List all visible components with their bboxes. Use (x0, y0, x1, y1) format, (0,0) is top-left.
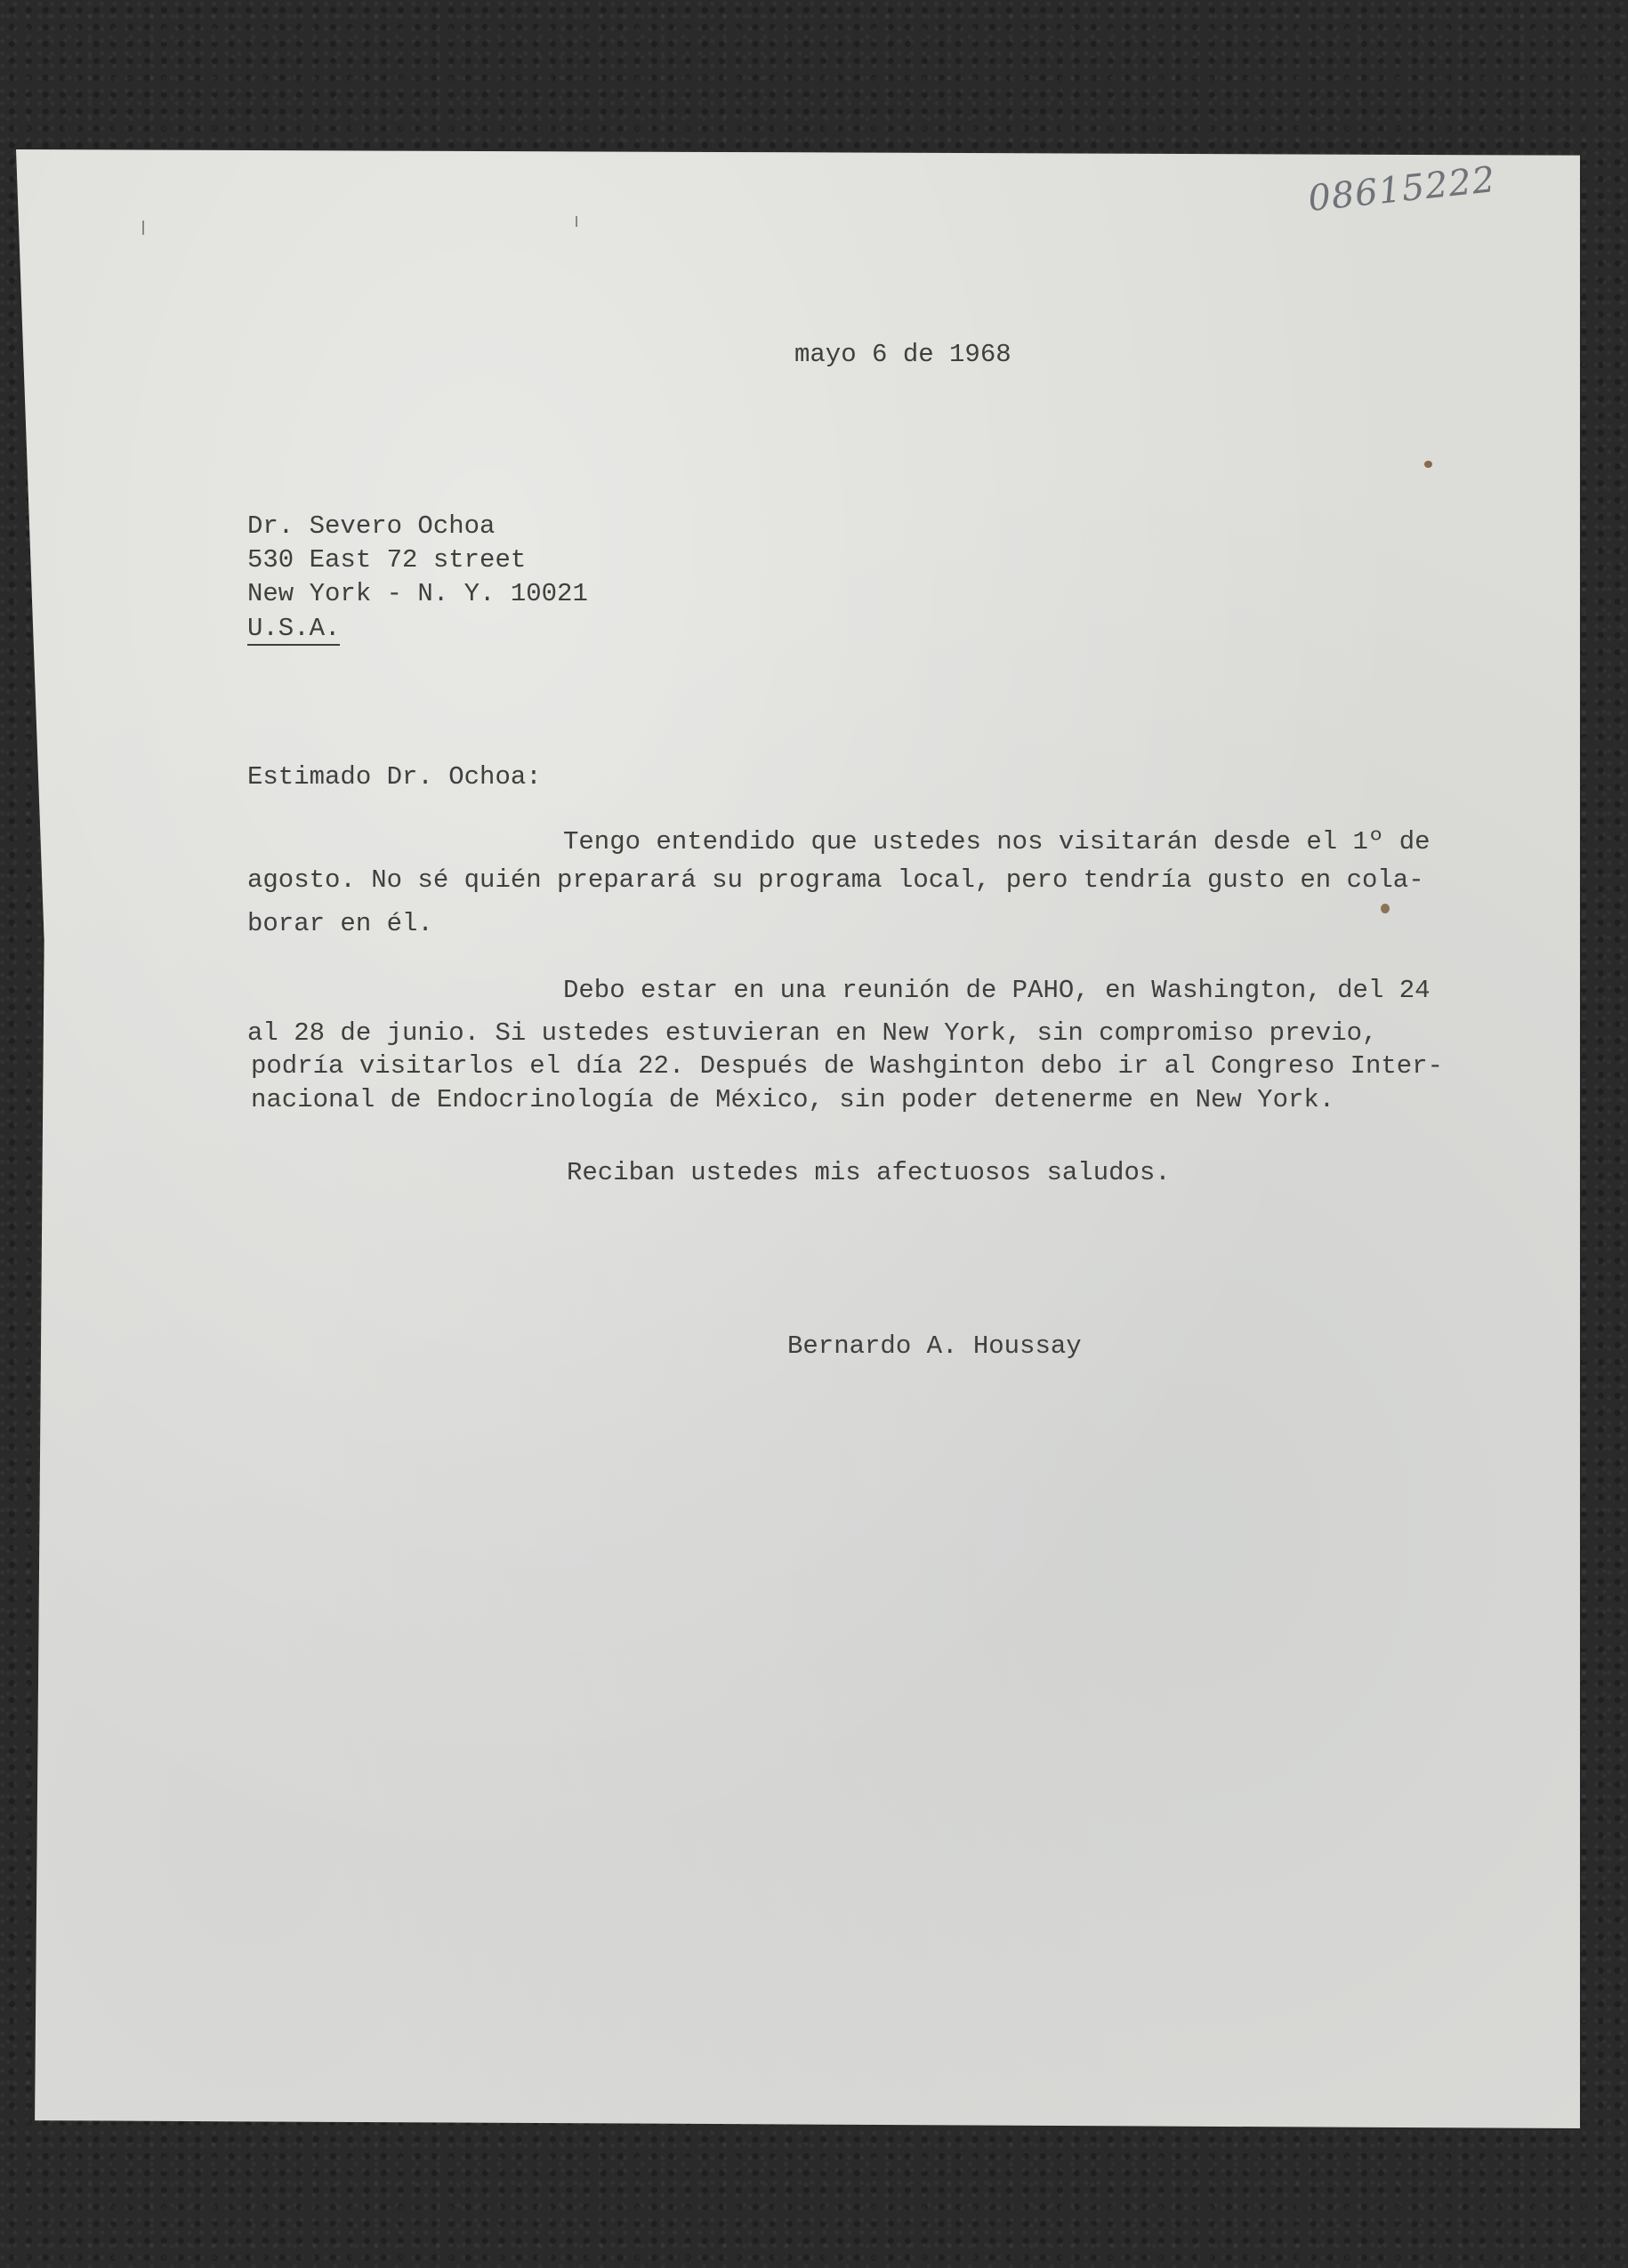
stain-spot (1381, 904, 1390, 913)
stain-spot (1424, 461, 1432, 468)
paper-mark (142, 221, 144, 235)
archive-number-handwritten: 08615222 (1306, 159, 1498, 220)
paper-mark (576, 216, 577, 227)
recipient-city: New York - N. Y. 10021 (247, 579, 588, 608)
recipient-country: U.S.A. (247, 614, 340, 646)
salutation: Estimado Dr. Ochoa: (247, 762, 542, 792)
closing-line: Reciban ustedes mis afectuosos saludos. (567, 1158, 1171, 1187)
paragraph-2-line: al 28 de junio. Si ustedes estuvieran en New York, sin compromiso previo, (247, 1018, 1378, 1048)
paragraph-2-line: Debo estar en una reunión de PAHO, en Washington, del 24 (563, 976, 1431, 1005)
signature-name: Bernardo A. Houssay (787, 1331, 1082, 1361)
recipient-street: 530 East 72 street (247, 545, 527, 575)
paragraph-1-line: Tengo entendido que ustedes nos visitarán desde el 1º de (563, 827, 1431, 857)
paragraph-2-line: podría visitarlos el día 22. Después de Washginton debo ir al Congreso Inter- (251, 1051, 1444, 1081)
recipient-name: Dr. Severo Ochoa (247, 511, 496, 541)
paragraph-1-line: agosto. No sé quién preparará su programa local, pero tendría gusto en cola- (247, 865, 1424, 895)
letter-date: mayo 6 de 1968 (794, 340, 1011, 369)
paragraph-1-line: borar en él. (247, 909, 433, 938)
paragraph-2-line: nacional de Endocrinología de México, sin poder detenerme en New York. (251, 1085, 1335, 1114)
letter-paper (16, 149, 1580, 2128)
